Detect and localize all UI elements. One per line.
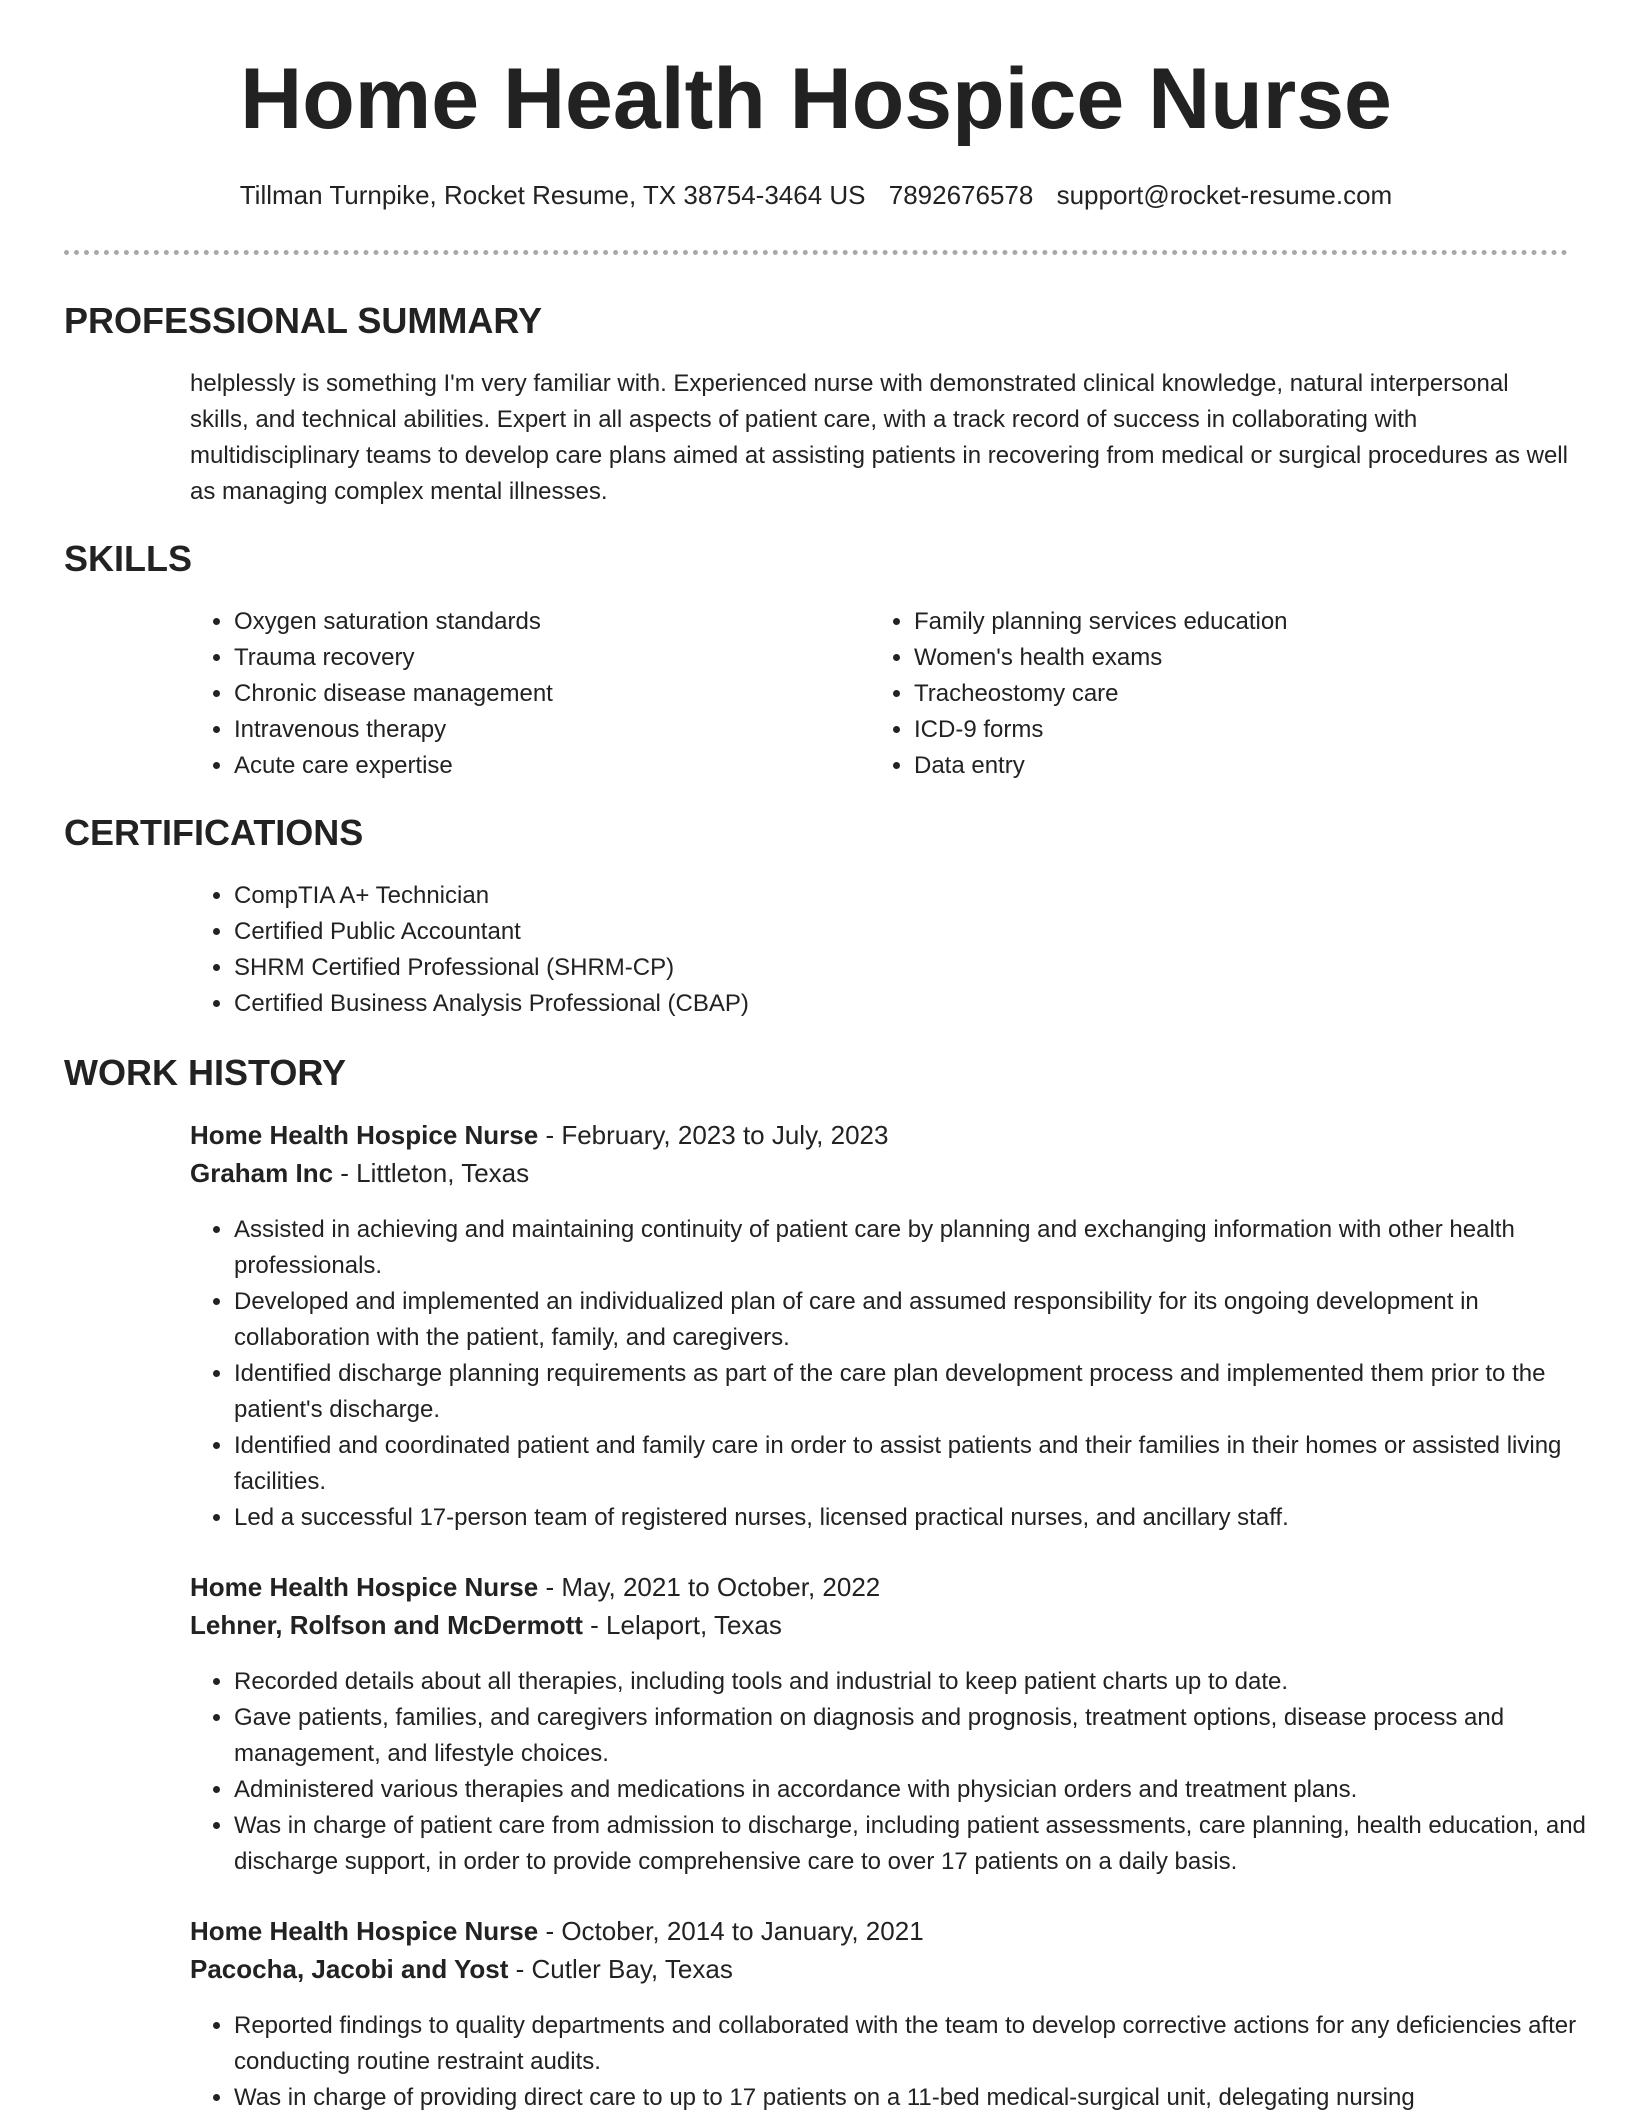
certification-item: • CompTIA A+ Technician [234, 878, 1614, 914]
job-location: - Littleton, Texas [333, 1158, 530, 1188]
job-company-line [190, 1954, 733, 1985]
job-company: Graham Inc [190, 1158, 334, 1188]
certifications-heading: CERTIFICATIONS [64, 812, 364, 853]
job-title: Home Health Hospice Nurse [190, 1572, 539, 1602]
job-company: Pacocha, Jacobi and Yost [190, 1954, 509, 1984]
certification-item: • Certified Public Accountant [234, 914, 1614, 950]
contact-address: Tillman Turnpike, Rocket Resume, TX 38754-3464 US [239, 180, 866, 210]
contact-phone: 7892676578 [888, 180, 1034, 210]
job-dates: - October, 2014 to January, 2021 [538, 1916, 924, 1946]
job-title-line [190, 1916, 924, 1947]
job-title: Home Health Hospice Nurse [190, 1120, 539, 1150]
skill-item: • Family planning services education [914, 604, 1594, 640]
job-bullets [190, 2008, 1614, 2116]
header-divider [64, 250, 1568, 255]
job-location: - Cutler Bay, Texas [508, 1954, 733, 1984]
job-title-line [190, 1572, 880, 1603]
certification-item: • Certified Business Analysis Professional (CBAP) [234, 986, 1614, 1022]
skill-item: • Women's health exams [914, 640, 1594, 676]
job-bullet: • Reported findings to quality departments and collaborated with the team to develop corrective actions for any deficiencies after conducting routine restraint audits. [234, 2008, 1614, 2080]
job-bullet: • Identified discharge planning requirements as part of the care plan development process and implemented them prior to the patient's discharge. [234, 1356, 1614, 1428]
job-location: - Lelaport, Texas [582, 1610, 782, 1640]
job-company-line [190, 1158, 529, 1189]
skills-list-right [870, 604, 1594, 784]
job-dates: - May, 2021 to October, 2022 [538, 1572, 881, 1602]
work-history-heading: WORK HISTORY [64, 1052, 347, 1093]
skill-item: • Data entry [914, 748, 1594, 784]
skill-item: • Chronic disease management [234, 676, 854, 712]
contact-email: support@rocket-resume.com [1056, 180, 1393, 210]
job-bullet: • Administered various therapies and medications in accordance with physician orders and treatment plans. [234, 1772, 1614, 1808]
job-bullet: • Recorded details about all therapies, including tools and industrial to keep patient charts up to date. [234, 1664, 1614, 1700]
certifications-list [190, 878, 1614, 1022]
skill-item: • ICD-9 forms [914, 712, 1594, 748]
job-title: Home Health Hospice Nurse [190, 1916, 539, 1946]
skill-item: • Tracheostomy care [914, 676, 1594, 712]
job-bullet: • Was in charge of patient care from admission to discharge, including patient assessments, care planning, health education, and discharge support, in order to provide comprehensive care to over 17 patients on a daily basis. [234, 1808, 1614, 1880]
job-bullet: • Identified and coordinated patient and family care in order to assist patients and their families in their homes or assisted living facilities. [234, 1428, 1614, 1500]
job-dates: - February, 2023 to July, 2023 [538, 1120, 889, 1150]
skills-list-left [190, 604, 854, 784]
skills-heading: SKILLS [64, 538, 193, 579]
job-bullet: • Developed and implemented an individualized plan of care and assumed responsibility for its ongoing development in collaboration with the patient, family, and caregivers. [234, 1284, 1614, 1356]
skill-item: • Trauma recovery [234, 640, 854, 676]
resume-name: Home Health Hospice Nurse [240, 51, 1392, 147]
job-company: Lehner, Rolfson and McDermott [190, 1610, 583, 1640]
contact-line [0, 180, 1632, 211]
job-bullet: • Was in charge of providing direct care to up to 17 patients on a 11-bed medical-surgical unit, delegating nursing [234, 2080, 1614, 2116]
job-bullet: • Gave patients, families, and caregivers information on diagnosis and prognosis, treatment options, disease process and management, and lifestyle choices. [234, 1700, 1614, 1772]
job-bullets [190, 1212, 1614, 1536]
job-bullet: • Led a successful 17-person team of registered nurses, licensed practical nurses, and ancillary staff. [234, 1500, 1614, 1536]
job-bullets [190, 1664, 1614, 1880]
skill-item: • Intravenous therapy [234, 712, 854, 748]
job-title-line [190, 1120, 888, 1151]
skill-item: • Oxygen saturation standards [234, 604, 854, 640]
summary-heading: PROFESSIONAL SUMMARY [64, 300, 543, 341]
job-bullet: • Assisted in achieving and maintaining continuity of patient care by planning and exchanging information with other health professionals. [234, 1212, 1614, 1284]
skill-item: • Acute care expertise [234, 748, 854, 784]
summary-text: helplessly is something I'm very familiar with. Experienced nurse with demonstrated clinical knowledge, natural interpersonal skills, and technical abilities. Expert in all aspects of patient care, with a track record of success in collaborating with multidisciplinary teams to develop care plans aimed at assisting patients in recovering from medical or surgical procedures as well as managing complex mental illnesses. [190, 370, 1568, 505]
certification-item: • SHRM Certified Professional (SHRM-CP) [234, 950, 1614, 986]
job-company-line [190, 1610, 782, 1641]
